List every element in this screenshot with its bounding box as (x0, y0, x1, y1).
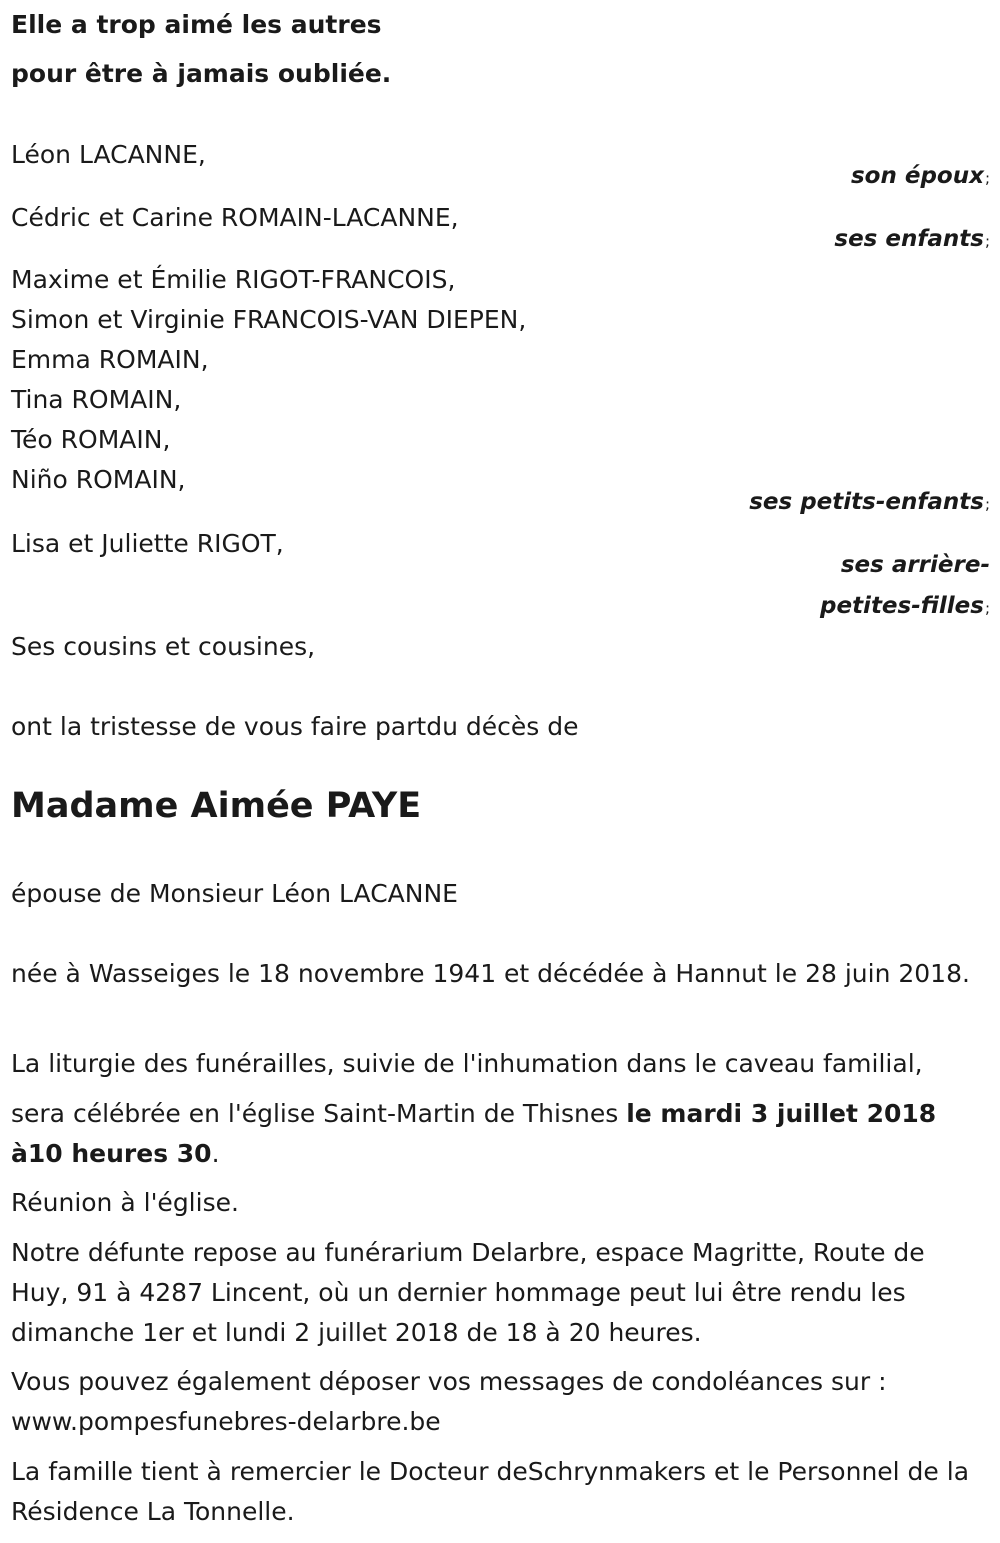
grandchild-6: Niño ROMAIN, (11, 465, 186, 494)
thanks: La famille tient à remercier le Docteur deSchrynmakers et le Personnel de la Résidence La Tonnelle. (11, 1457, 970, 1526)
cousins: Ses cousins et cousines, (11, 632, 316, 661)
children-role: ses enfants; (834, 226, 990, 252)
condolences-url[interactable]: www.pompesfunebres-delarbre.be (11, 1407, 441, 1436)
spouse-role: son époux; (850, 163, 990, 189)
spouse-name: Léon LACANNE, (11, 140, 206, 169)
grandchild-4: Tina ROMAIN, (11, 385, 182, 414)
motto-line-2: pour être à jamais oubliée. (11, 59, 392, 88)
great-grandchildren-role-line-2: petites-filles; (820, 593, 990, 619)
great-grandchildren-name: Lisa et Juliette RIGOT, (11, 529, 284, 558)
liturgy-line-2: sera célébrée en l'église Saint-Martin de Thisnes le mardi 3 juillet 2018 à10 heures 30. (11, 1099, 937, 1168)
children-name: Cédric et Carine ROMAIN-LACANNE, (11, 203, 459, 232)
condolences-line-1: Vous pouvez également déposer vos messages de condoléances sur : (11, 1367, 887, 1396)
birth-death: née à Wasseiges le 18 novembre 1941 et décédée à Hannut le 28 juin 2018. (11, 959, 970, 988)
ceremony-date: le mardi 3 juillet 2018 à10 heures 30 (11, 1099, 937, 1168)
announcement: ont la tristesse de vous faire partdu décès de (11, 712, 579, 741)
grandchild-5: Téo ROMAIN, (11, 425, 171, 454)
grandchild-2: Simon et Virginie FRANCOIS-VAN DIEPEN, (11, 305, 527, 334)
funerarium: Notre défunte repose au funérarium Delarbre, espace Magritte, Route de Huy, 91 à 4287 Lincent, où un dernier hommage peut lui être rendu les dimanche 1er et lundi 2 juillet 2018 de 18 à 20 heures. (11, 1238, 925, 1347)
grandchild-3: Emma ROMAIN, (11, 345, 209, 374)
deceased-name: Madame Aimée PAYE (11, 786, 422, 826)
motto-line-1: Elle a trop aimé les autres (11, 10, 382, 39)
grandchild-1: Maxime et Émilie RIGOT-FRANCOIS, (11, 265, 456, 294)
meeting: Réunion à l'église. (11, 1188, 239, 1217)
grandchildren-role: ses petits-enfants; (749, 489, 990, 515)
spouse-line: épouse de Monsieur Léon LACANNE (11, 879, 458, 908)
great-grandchildren-role-line-1: ses arrière- (840, 552, 990, 578)
liturgy-line-1: La liturgie des funérailles, suivie de l'inhumation dans le caveau familial, (11, 1049, 923, 1078)
